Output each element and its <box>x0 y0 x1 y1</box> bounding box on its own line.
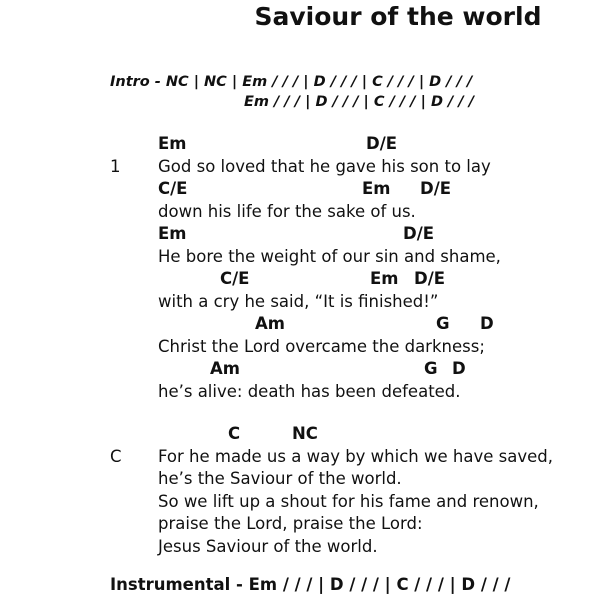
song-title: Saviour of the world <box>254 2 542 31</box>
chord: Em <box>362 179 391 198</box>
chord: D <box>480 314 494 333</box>
chord: D/E <box>403 224 434 243</box>
lyric-line <box>0 202 600 225</box>
intro-line-1: Intro - NC | NC | Em / / / | D / / / | C / / / | D / / / <box>110 74 473 90</box>
lyric-line <box>0 157 600 180</box>
lyric-line <box>0 337 600 360</box>
lyric-line <box>0 537 600 560</box>
chord-row <box>0 179 600 202</box>
chord: G <box>436 314 450 333</box>
section-marker: 1 <box>110 156 121 176</box>
chord: Am <box>210 359 240 378</box>
chord-row <box>0 134 600 157</box>
chord-row <box>0 314 600 337</box>
lyric-line <box>0 382 600 405</box>
lyric-text: praise the Lord, praise the Lord: <box>158 514 423 533</box>
chord: Em <box>158 224 187 243</box>
lyric-text: Christ the Lord overcame the darkness; <box>158 336 485 356</box>
chord: Em <box>370 269 399 288</box>
lyric-line <box>0 492 600 515</box>
lyric-text: he’s alive: death has been defeated. <box>158 381 461 401</box>
intro-line-2: Em / / / | D / / / | C / / / | D / / / <box>244 94 475 110</box>
chord: Am <box>255 314 285 333</box>
lyric-text: he’s the Saviour of the world. <box>158 469 402 488</box>
chord: D/E <box>414 269 445 288</box>
chorus <box>0 424 600 559</box>
chord-row <box>0 359 600 382</box>
lyric-text: Jesus Saviour of the world. <box>158 536 378 556</box>
lyric-line <box>0 469 600 492</box>
verse-1 <box>0 134 600 404</box>
lyric-text: God so loved that he gave his son to lay <box>158 156 491 176</box>
lyric-text: He bore the weight of our sin and shame, <box>158 246 501 266</box>
lyric-text: For he made us a way by which we have saved, <box>158 446 553 466</box>
lyric-line <box>0 292 600 315</box>
intro-line <box>110 72 474 112</box>
chord-row <box>0 424 600 447</box>
lyric-line <box>0 447 600 470</box>
chord-row <box>0 224 600 247</box>
lyric-text: So we lift up a shout for his fame and renown, <box>158 491 539 511</box>
lyric-line <box>0 514 600 537</box>
chord-row <box>0 269 600 292</box>
chord: D/E <box>420 179 451 198</box>
chord: C <box>228 424 241 443</box>
chord: C/E <box>220 269 250 288</box>
chord: G <box>424 359 438 378</box>
chord: D <box>452 359 466 378</box>
lyric-text: with a cry he said, “It is finished!” <box>158 291 439 311</box>
chord: Em <box>158 134 187 153</box>
chord: NC <box>292 424 318 443</box>
lyric-text: down his life for the sake of us. <box>158 201 416 221</box>
section-marker: C <box>110 446 122 466</box>
chord: C/E <box>158 179 188 198</box>
lyric-line <box>0 247 600 270</box>
instrumental-line: Instrumental - Em / / / | D / / / | C / / / | D / / / <box>110 575 511 594</box>
chord: D/E <box>366 134 397 153</box>
